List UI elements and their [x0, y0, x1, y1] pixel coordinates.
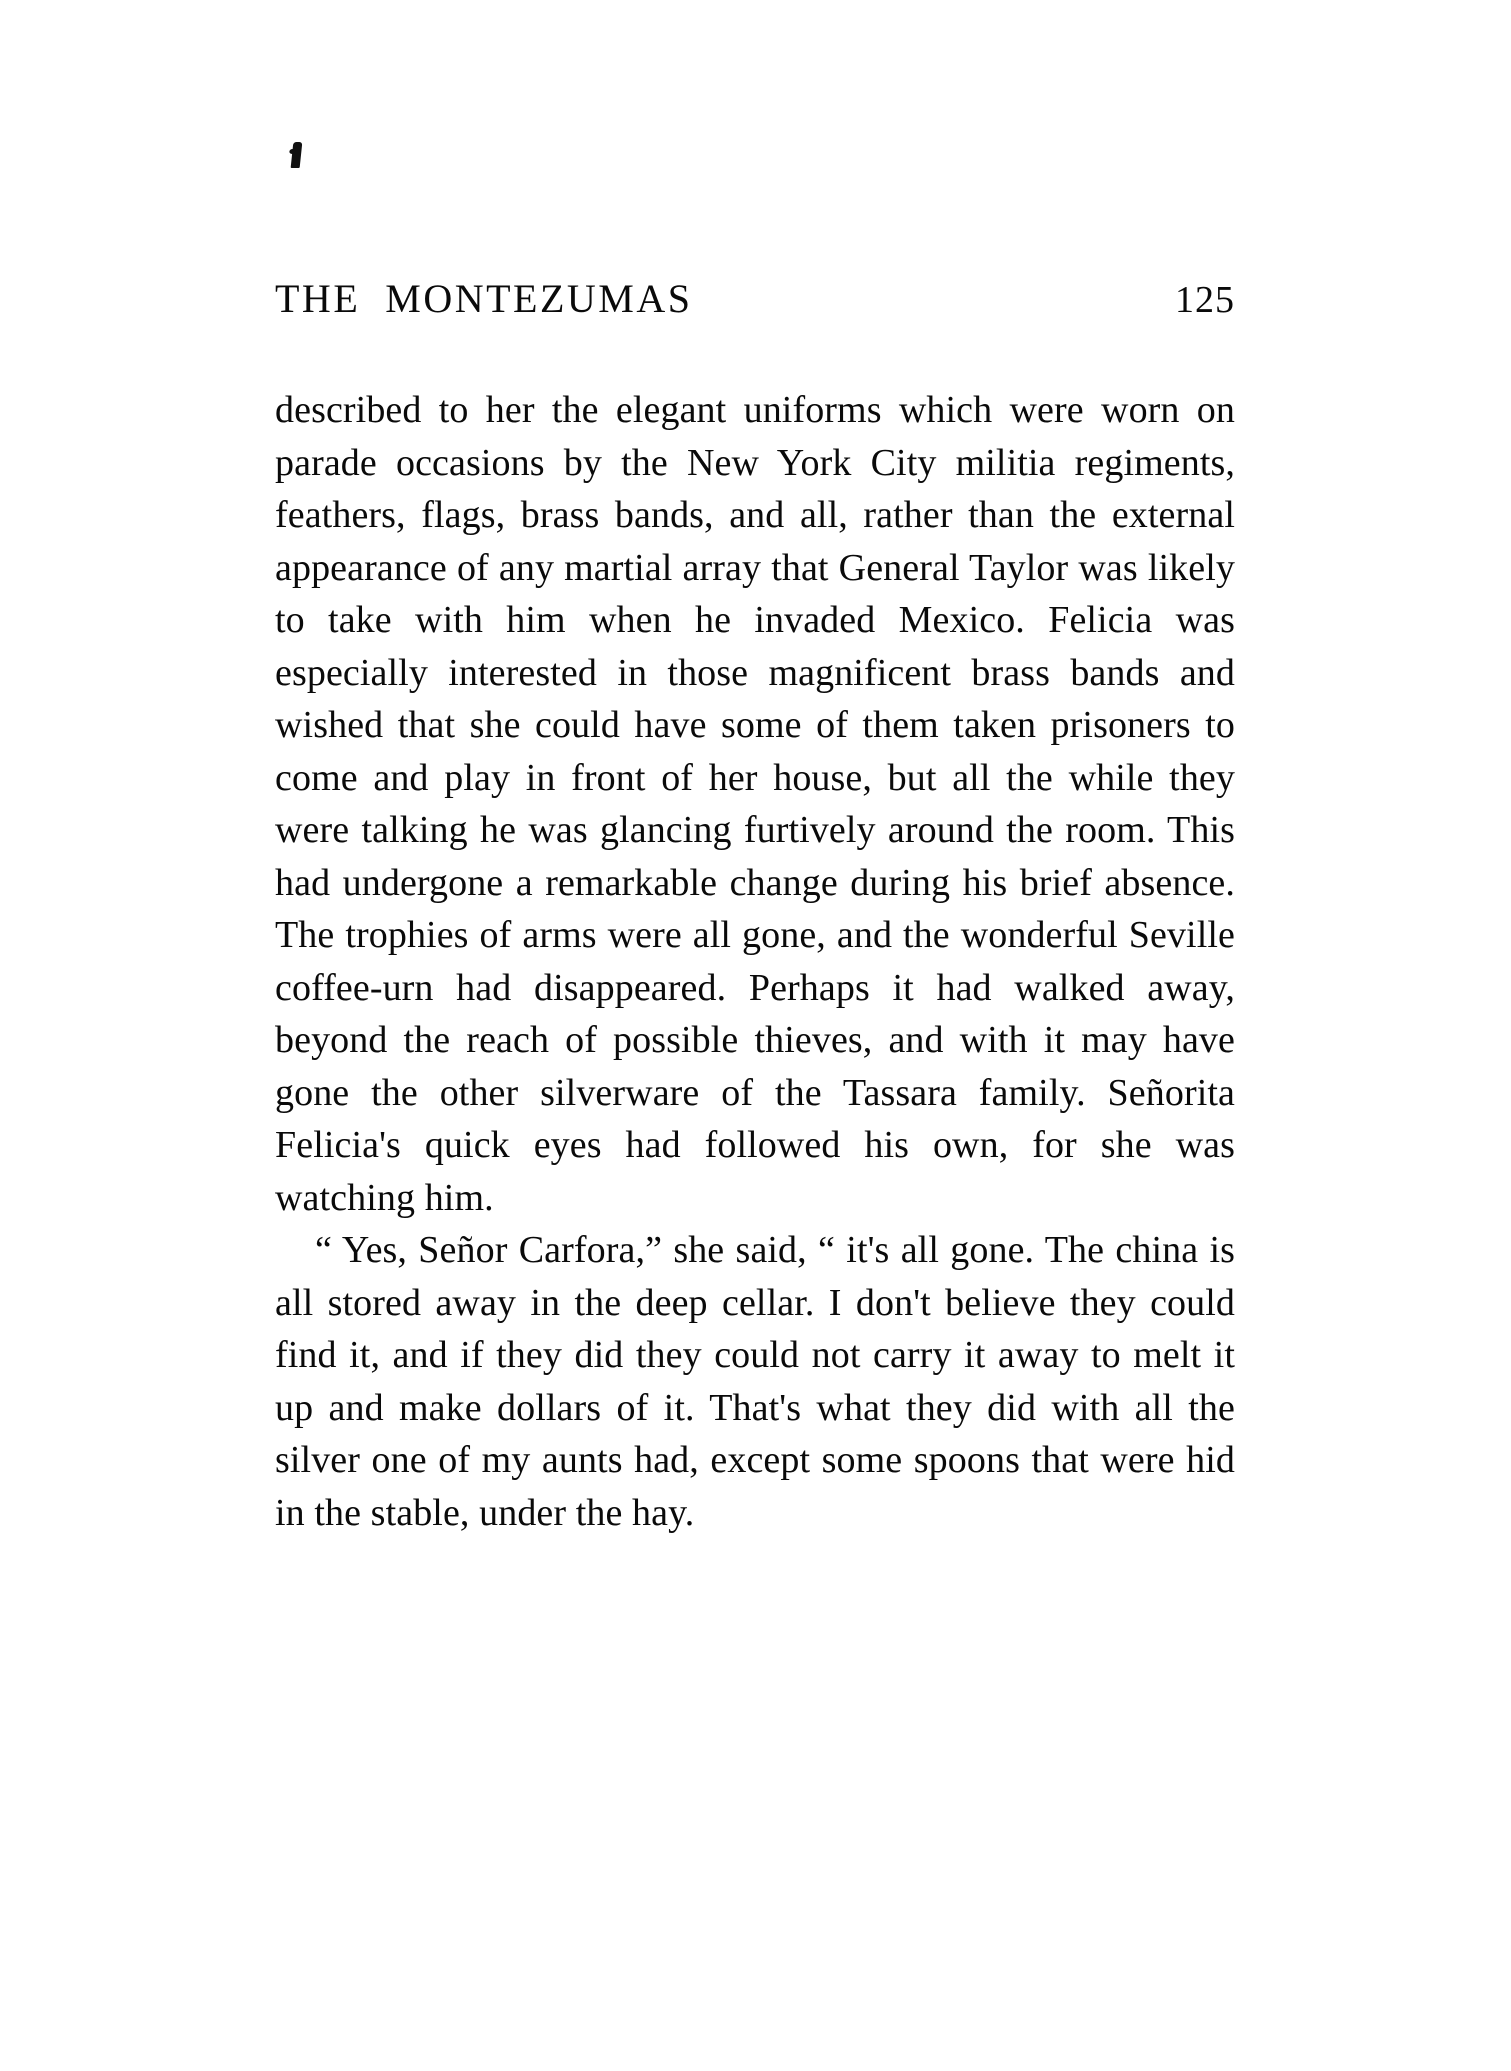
paragraph-1: described to her the elegant uniforms which were worn on parade occasions by the New York City militia regiments, feathers, flags, brass bands, and all, rather than the external appearance of any martial array that General Taylor was likely to take with him when he invaded Mexico. Felicia was especially interested in those magnificent brass bands and wished that she could have some of them taken prisoners to come and play in front of her house, but all the while they were talking he was glancing furtively around the room. This had undergone a remarkable change during his brief absence. The trophies of arms were all gone, and the wonderful Seville coffee-urn had disappeared. Perhaps it had walked away, beyond the reach of possible thieves, and with it may have gone the other silverware of the Tassara family. Señorita Felicia's quick eyes had followed his own, for she was watching him.	[275, 389, 1235, 1219]
running-head	[275, 275, 1235, 322]
ink-mark-icon	[291, 142, 303, 168]
body-text	[275, 384, 1235, 1539]
paragraph-2: “ Yes, Señor Carfora,” she said, “ it's all gone. The china is all stored away in the deep cellar. I don't believe they could find it, and if they did they could not carry it away to melt it up and make dollars of it. That's what they did with all the silver one of my aunts had, except some spoons that were hid in the stable, under the hay.	[275, 1229, 1235, 1534]
page-content	[275, 275, 1235, 1539]
page-title: THE MONTEZUMAS	[275, 276, 693, 321]
page-number: 125	[1175, 279, 1235, 321]
